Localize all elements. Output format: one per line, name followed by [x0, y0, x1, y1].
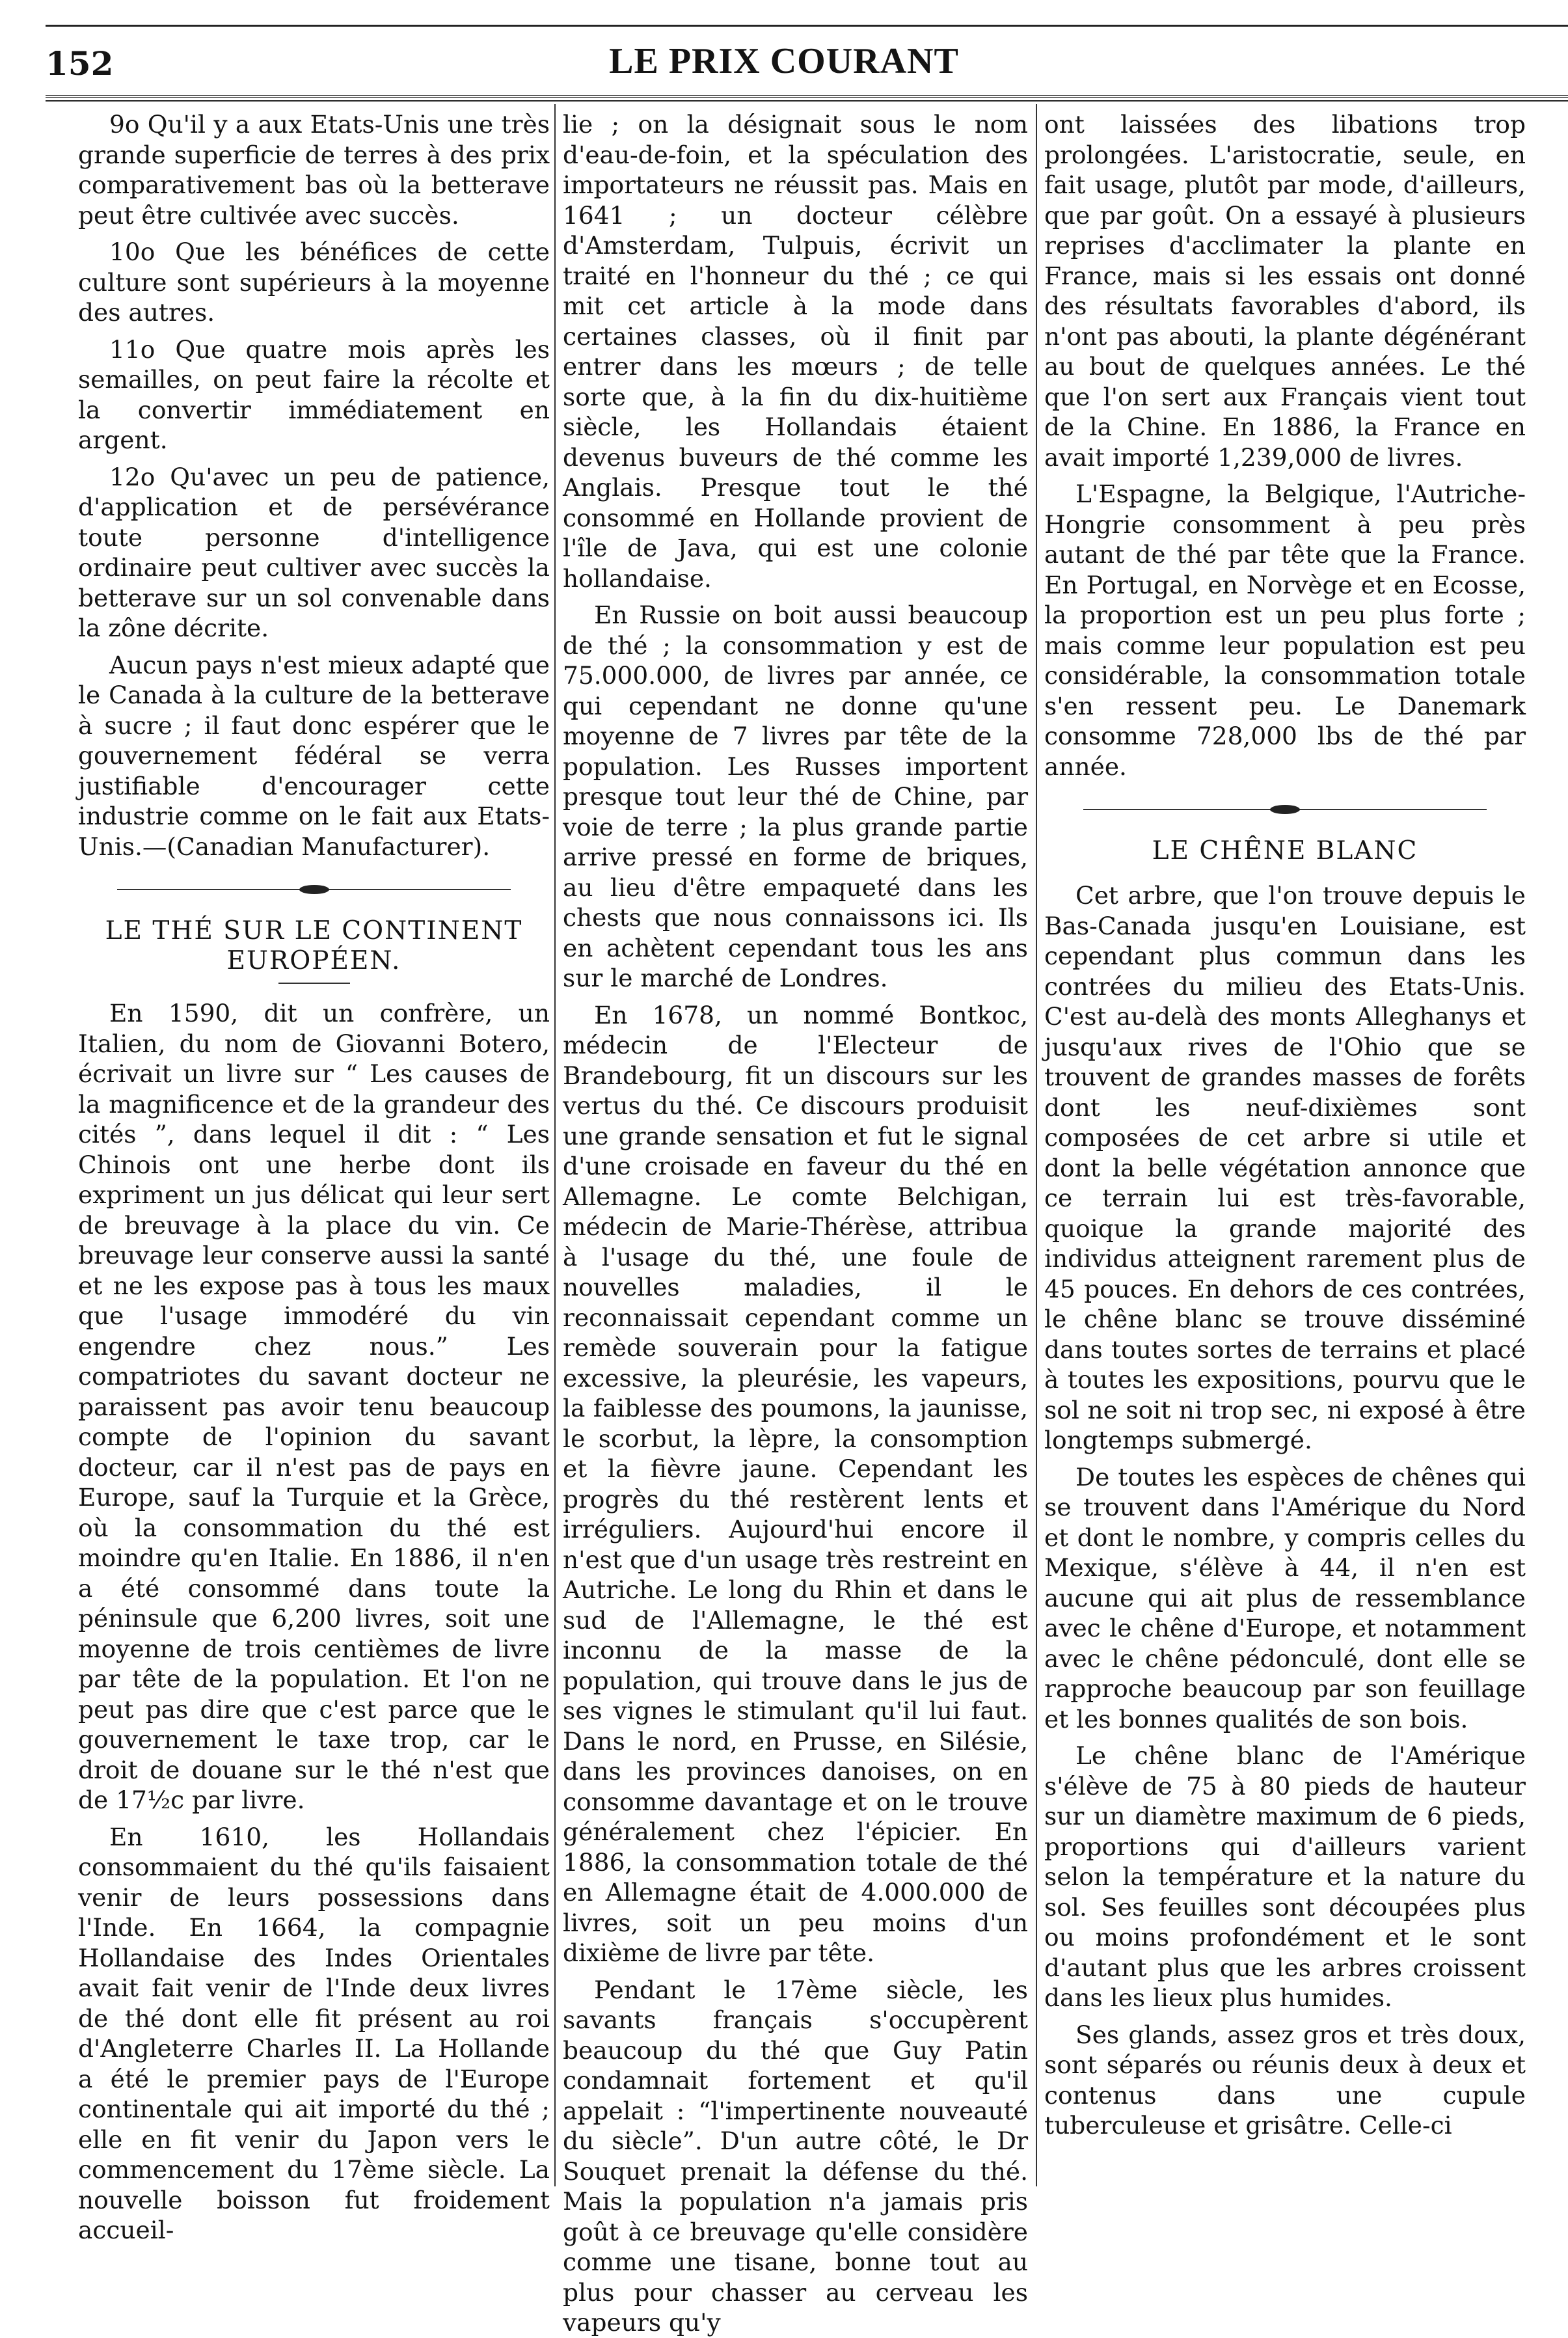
column-3	[1044, 109, 1526, 2185]
paragraph: 9o Qu'il y a aux Etats-Unis une très grande superficie de terres à des prix comparativement bas où la betterave peut être cultivée avec succès.	[78, 110, 550, 230]
paragraph: En Russie on boit aussi beaucoup de thé ; la consommation y est de 75.000.000, de livres par année, ce qui cependant ne donne qu'une moyenne de 7 livres par tête de la population. Les Russes importent presque tout leur thé de Chine, par voie de terre ; la plus grande partie arrive pressé en forme de briques, au lieu d'être empaqueté dans les chests que nous connaissons ici. Ils en achètent cependant tous les ans sur le marché de Londres.	[563, 601, 1028, 992]
paragraph: De toutes les espèces de chênes qui se trouvent dans l'Amérique du Nord et dont le nombre, y compris celles du Mexique, s'élève à 44, il n'en est aucune qui ait plus de ressemblance avec le chêne d'Europe, et notamment avec le chêne pédonculé, dont elle se rapproche beaucoup par son feuillage et les bonnes qualités de son bois.	[1044, 1462, 1526, 1733]
section-separator	[78, 880, 550, 899]
paragraph: Cet arbre, que l'on trouve depuis le Bas-Canada jusqu'en Louisiane, est cependant plus commun dans les contrées du milieu des Etats-Unis. C'est au-delà des monts Alleghanys et jusqu'aux rives de l'Ohio que se trouvent de grandes masses de forêts dont les neuf-dixièmes sont composées de cet arbre si utile et dont la belle végétation annonce que ce terrain lui est très-favorable, quoique la grande majorité des individus atteignent rarement plus de 45 pouces. En dehors de ces contrées, le chêne blanc se trouve disséminé dans toutes sortes de terrains et placé à toutes les expositions, pourvu que le sol ne soit ni trop sec, ni exposé à être longtemps submergé.	[1044, 881, 1526, 1454]
section-heading-tea: LE THÉ SUR LE CONTINENT EUROPÉEN.	[105, 916, 523, 975]
section-separator	[1044, 800, 1526, 819]
paragraph: 11o Que quatre mois après les semailles, on peut faire la récolte et la convertir immédiatement en argent.	[78, 334, 550, 454]
paragraph: Pendant le 17ème siècle, les savants français s'occupèrent beaucoup du thé que Guy Patin condamnait fortement et qu'il appelait : “l'impertinente nouveauté du siècle”. D'un autre côté, le Dr Souquet prenait la défense du thé. Mais la population n'a jamais pris goût à ce breuvage qu'elle considère comme une tisane, bonne tout au plus pour chasser au cerveau les vapeurs qu'y	[563, 1975, 1028, 2337]
paragraph: Ses glands, assez gros et très doux, sont séparés ou réunis deux à deux et contenus dans une cupule tuberculeuse et grisâtre. Celle-ci	[1044, 2020, 1526, 2140]
page-header	[46, 25, 1568, 85]
paragraph: ont laissées des libations trop prolongées. L'aristocratie, seule, en fait usage, plutôt par mode, d'ailleurs, que par goût. On a essayé à plusieurs reprises d'acclimater la plante en France, mais si les essais ont donné des résultats favorables d'abord, ils n'ont pas abouti, la plante dégénérant au bout de quelques années. Le thé que l'on sert aux Français vient tout de la Chine. En 1886, la France en avait importé 1,239,000 de livres.	[1044, 110, 1526, 472]
header-top-rule	[46, 25, 1568, 27]
newspaper-title: LE PRIX COURANT	[609, 41, 959, 81]
section-heading-oak: LE CHÊNE BLANC	[1152, 836, 1418, 865]
column-divider	[1036, 104, 1037, 2186]
paragraph: L'Espagne, la Belgique, l'Autriche-Hongrie consomment à peu près autant de thé par tête que la France. En Portugal, en Norvège et en Ecosse, la proportion est un peu plus forte ; mais comme leur population est peu considérable, la consommation totale s'en ressent peu. Le Danemark consomme 728,000 lbs de thé par année.	[1044, 480, 1526, 781]
header-bottom-rule	[46, 95, 1568, 102]
heading-rule	[278, 983, 350, 984]
paragraph: Aucun pays n'est mieux adapté que le Canada à la culture de la betterave à sucre ; il faut donc espérer que le gouvernement fédéral se verra justifiable d'encourager cette industrie comme on le fait aux Etats-Unis.—(Canadian Manufacturer).	[78, 650, 550, 861]
paragraph: 12o Qu'avec un peu de patience, d'application et de persévérance toute personne d'intelligence ordinaire peut cultiver avec succès la betterave sur un sol convenable dans la zône décrite.	[78, 462, 550, 642]
page-number: 152	[46, 44, 114, 83]
paragraph: En 1590, dit un confrère, un Italien, du nom de Giovanni Botero, écrivait un livre sur “ Les causes de la magnificence et de la grandeur des cités ”, dans lequel il dit : “ Les Chinois ont une herbe dont ils expriment un jus délicat qui leur sert de breuvage à la place du vin. Ce breuvage leur conserve aussi la santé et ne les expose pas à tous les maux que l'usage immodéré du vin engendre chez nous.” Les compatriotes du savant docteur ne paraissent pas avoir tenu beaucoup compte de l'opinion du savant docteur, car il n'est pas de pays en Europe, sauf la Turquie et la Grèce, où la consommation du thé est moindre qu'en Italie. En 1886, il n'en a été consommé dans toute la péninsule que 6,200 livres, soit une moyenne de trois centièmes de livre par tête de la population. Et l'on ne peut pas dire que c'est parce que le gouvernement le taxe trop, car le droit de douane sur le thé n'est que de 17½c par livre.	[78, 999, 550, 1814]
column-divider	[554, 104, 556, 2186]
paragraph: Le chêne blanc de l'Amérique s'élève de 75 à 80 pieds de hauteur sur un diamètre maximum de 6 pieds, proportions qui d'ailleurs varient selon la température et la nature du sol. Ses feuilles sont découpées plus ou moins profondément et le sont d'autant plus que les arbres croissent dans les lieux plus humides.	[1044, 1741, 1526, 2012]
paragraph: lie ; on la désignait sous le nom d'eau-de-foin, et la spéculation des importateurs ne réussit pas. Mais en 1641 ; un docteur célèbre d'Amsterdam, Tulpuis, écrivit un traité en l'honneur du thé ; ce qui mit cet article à la mode dans certaines classes, où il finit par entrer dans les mœurs ; de telle sorte que, à la fin du dix-huitième siècle, les Hollandais étaient devenus buveurs de thé comme les Anglais. Presque tout le thé consommé en Hollande provient de l'île de Java, qui est une colonie hollandaise.	[563, 110, 1028, 593]
column-1	[78, 109, 550, 2244]
column-2	[563, 109, 1028, 2337]
paragraph: En 1610, les Hollandais consommaient du thé qu'ils faisaient venir de leurs possessions dans l'Inde. En 1664, la compagnie Hollandaise des Indes Orientales avait fait venir de l'Inde deux livres de thé dont elle fit présent au roi d'Angleterre Charles II. La Hollande a été le premier pays de l'Europe continentale qui ait importé du thé ; elle en fit venir du Japon vers le commencement du 17ème siècle. La nouvelle boisson fut froidement accueil-	[78, 1822, 550, 2244]
paragraph: En 1678, un nommé Bontkoc, médecin de l'Electeur de Brandebourg, fit un discours sur les vertus du thé. Ce discours produisit une grande sensation et fut le signal d'une croisade en faveur du thé en Allemagne. Le comte Belchigan, médecin de Marie-Thérèse, attribua à l'usage du thé, une foule de nouvelles maladies, il le reconnaissait cependant comme un remède souverain pour la fatigue excessive, la pleurésie, les vapeurs, la faiblesse des poumons, la jaunisse, le scorbut, la lèpre, la consomption et la fièvre jaune. Cependant les progrès du thé restèrent lents et irréguliers. Aujourd'hui encore il n'est que d'un usage très restreint en Autriche. Le long du Rhin et dans le sud de l'Allemagne, le thé est inconnu de la masse de la population, qui trouve dans le jus de ses vignes le stimulant qu'il lui faut. Dans le nord, en Prusse, en Silésie, dans les provinces danoises, on en consomme davantage et on le trouve généralement chez l'épicier. En 1886, la consommation totale de thé en Allemagne était de 4.000.000 de livres, soit un peu moins d'un dixième de livre par tête.	[563, 1000, 1028, 1967]
paragraph: 10o Que les bénéfices de cette culture sont supérieurs à la moyenne des autres.	[78, 238, 550, 327]
